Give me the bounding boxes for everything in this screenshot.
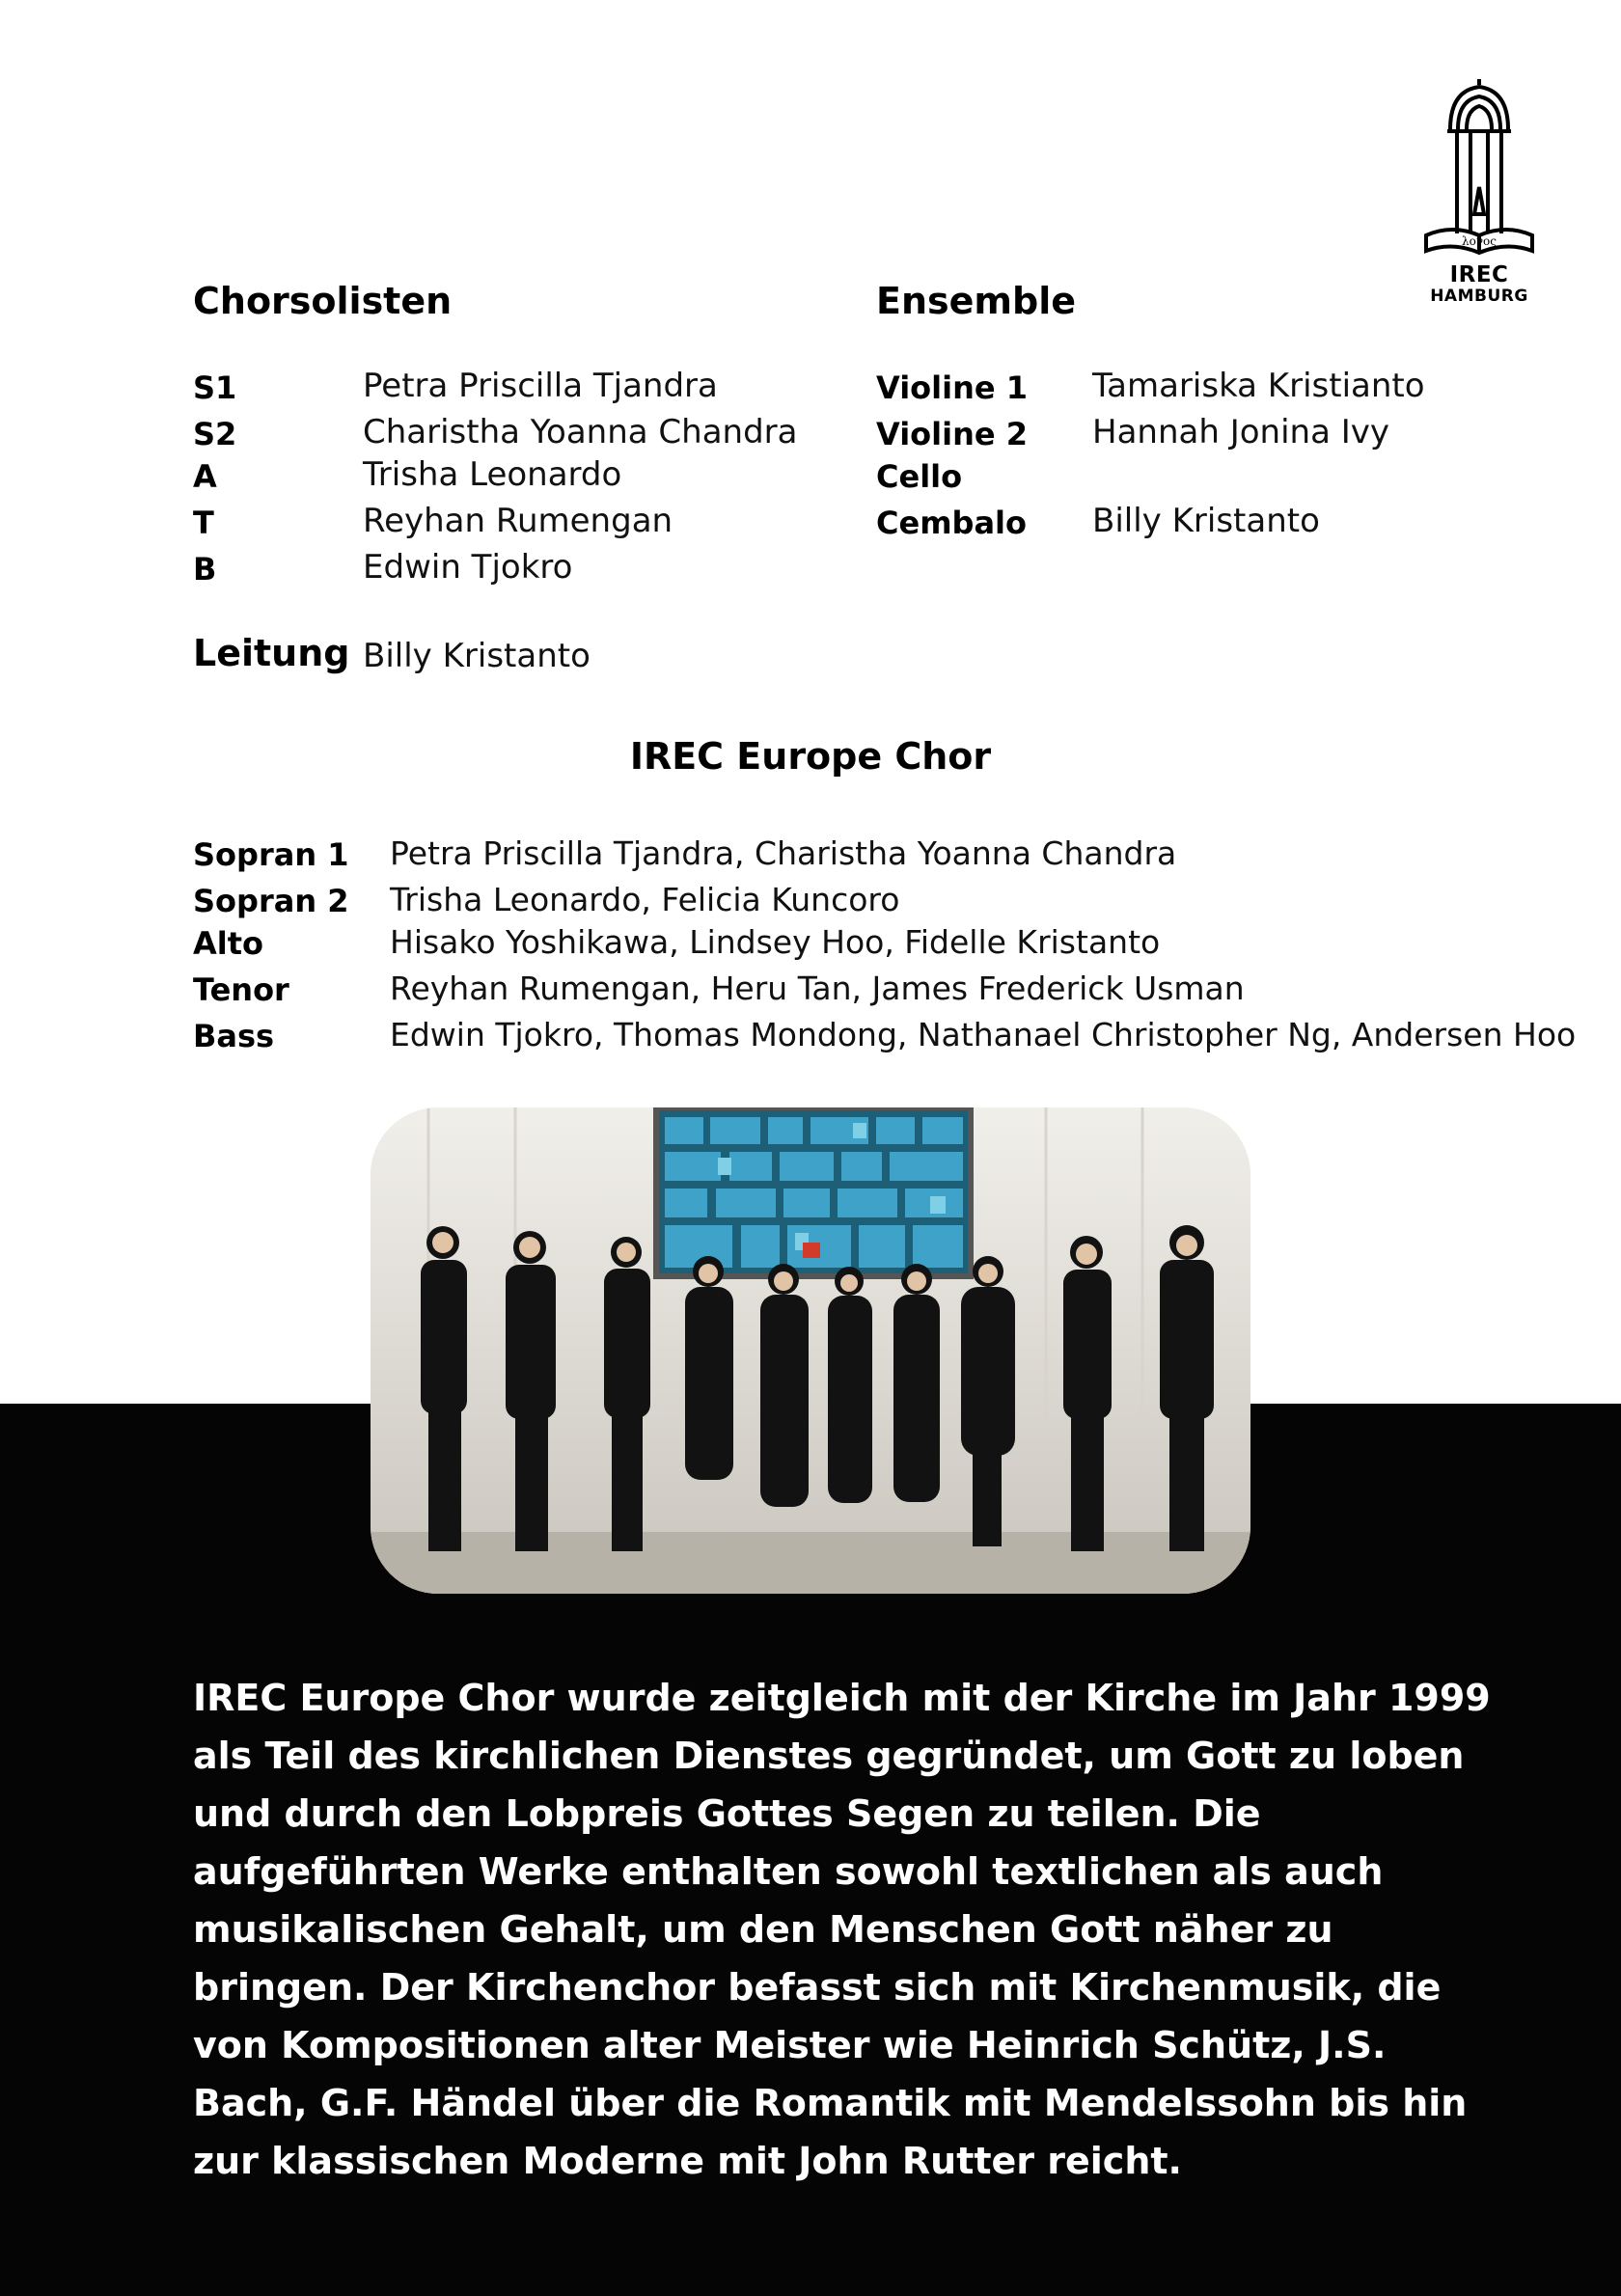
choir-description: IREC Europe Chor wurde zeitgleich mit der Kirche im Jahr 1999 als Teil des kirchlichen Dienstes gegründet, um Gott zu loben und durch den Lobpreis Gottes Segen zu teilen. Die aufgeführten Werke enthalten sowohl textlichen als auch musikalischen Gehalt, um den Menschen Gott näher zu bringen. Der Kirchenchor befasst sich mit Kirchenmusik, die von Kompositionen alter Meister wie Heinrich Schütz, J.S. Bach, G.F. Händel über die Romantik mit Mendelssohn bis hin zur klassischen Moderne mit John Rutter reicht. (193, 1677, 1491, 2182)
instrument-label: Cembalo (876, 505, 1027, 541)
ensemble-heading: Ensemble (876, 280, 1076, 322)
voice-members: Hisako Yoshikawa, Lindsey Hoo, Fidelle Kristanto (390, 923, 1161, 961)
logo-greek-text: λογος (1462, 234, 1497, 248)
instrumentalist-name: Hannah Jonina Ivy (1092, 413, 1389, 451)
voice-label: Sopran 1 (193, 836, 349, 873)
voice-members: Reyhan Rumengan, Heru Tan, James Frederick Usman (390, 970, 1245, 1007)
logo-name: IREC (1449, 262, 1509, 287)
soloist-name: Reyhan Rumengan (363, 502, 673, 540)
soloist-label: S1 (193, 369, 237, 406)
irec-logo (1418, 79, 1540, 311)
soloist-label: B (193, 551, 217, 588)
instrumentalist-name: Billy Kristanto (1092, 502, 1320, 540)
church-tower-icon (1418, 79, 1540, 262)
soloist-label: A (193, 458, 217, 495)
voice-label: Bass (193, 1018, 275, 1054)
voice-members: Trisha Leonardo, Felicia Kuncoro (390, 881, 900, 918)
instrument-label: Cello (876, 458, 963, 495)
soloist-name: Edwin Tjokro (363, 548, 573, 587)
instrument-label: Violine 2 (876, 416, 1028, 452)
soloist-name: Trisha Leonardo (363, 455, 622, 494)
soloist-name: Petra Priscilla Tjandra (363, 367, 718, 405)
chorsolisten-heading: Chorsolisten (193, 280, 453, 322)
logo-city: HAMBURG (1430, 287, 1528, 306)
soloist-name: Charistha Yoanna Chandra (363, 413, 798, 451)
voice-members: Edwin Tjokro, Thomas Mondong, Nathanael Christopher Ng, Andersen Hoo (390, 1016, 1577, 1053)
voice-label: Sopran 2 (193, 883, 349, 919)
voice-members: Petra Priscilla Tjandra, Charistha Yoanna Chandra (390, 834, 1177, 872)
leitung-label: Leitung (193, 632, 350, 674)
instrument-label: Violine 1 (876, 369, 1028, 406)
leitung-name: Billy Kristanto (363, 637, 591, 675)
voice-label: Tenor (193, 971, 289, 1008)
choir-group-photo (371, 1107, 1250, 1594)
soloist-label: S2 (193, 416, 237, 452)
choir-title: IREC Europe Chor (629, 735, 992, 778)
soloist-label: T (193, 505, 214, 541)
choir-photo-illustration (371, 1107, 1250, 1594)
voice-label: Alto (193, 925, 264, 962)
instrumentalist-name: Tamariska Kristianto (1092, 367, 1425, 405)
